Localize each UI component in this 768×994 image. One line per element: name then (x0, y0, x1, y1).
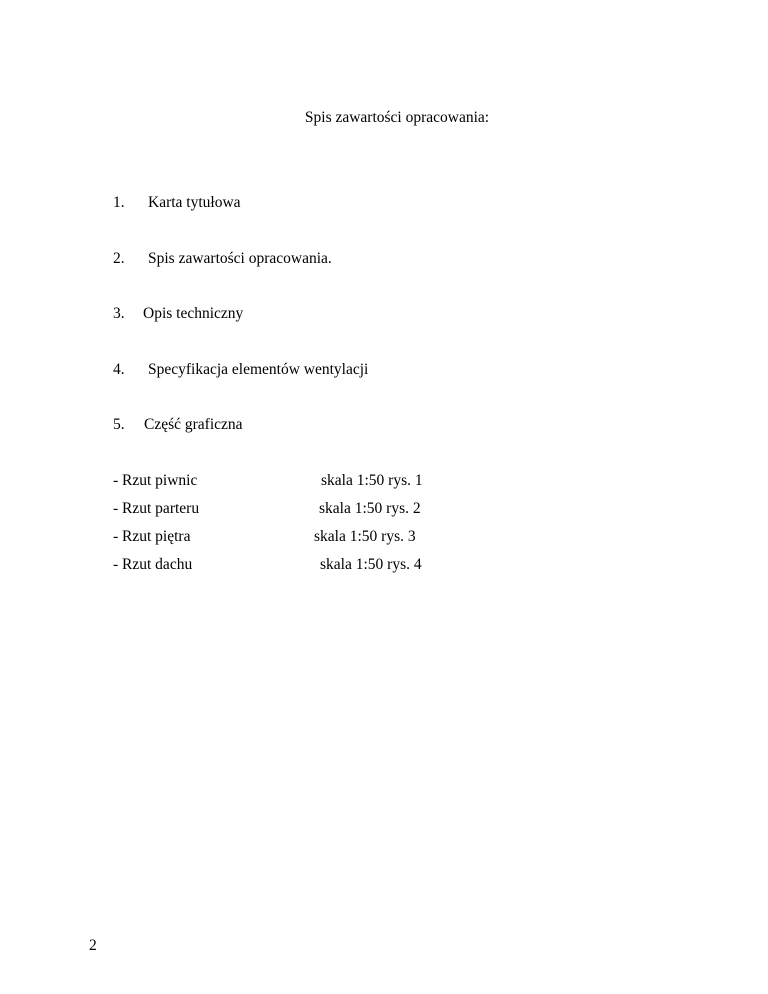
drawing-scale: skala 1:50 rys. 3 (314, 528, 416, 545)
drawing-list-item (113, 472, 423, 490)
toc-item-number: 2. (113, 250, 125, 267)
page-title: Spis zawartości opracowania: (304, 109, 490, 126)
toc-item-number: 1. (113, 194, 125, 211)
toc-item (113, 416, 243, 434)
toc-item-label: Opis techniczny (143, 305, 244, 322)
toc-item-number: 5. (113, 416, 125, 433)
drawing-list-item (113, 556, 422, 574)
toc-item-label: Specyfikacja elementów wentylacji (148, 361, 369, 378)
toc-item (113, 361, 369, 379)
toc-item-label: Spis zawartości opracowania. (148, 250, 332, 267)
page-number: 2 (89, 937, 97, 954)
drawing-list-item (113, 528, 416, 546)
drawing-scale: skala 1:50 rys. 4 (320, 556, 422, 573)
drawing-name: - Rzut dachu (113, 556, 193, 573)
drawing-scale: skala 1:50 rys. 2 (319, 500, 421, 517)
toc-item (113, 250, 332, 268)
toc-item-label: Karta tytułowa (148, 194, 241, 211)
drawing-scale: skala 1:50 rys. 1 (321, 472, 423, 489)
toc-item-label: Część graficzna (144, 416, 243, 433)
drawing-name: - Rzut parteru (113, 500, 200, 517)
drawing-list-item (113, 500, 421, 518)
drawing-name: - Rzut piwnic (113, 472, 198, 489)
toc-item (113, 305, 244, 323)
drawing-name: - Rzut piętra (113, 528, 191, 545)
toc-item-number: 4. (113, 361, 125, 378)
toc-item-number: 3. (113, 305, 125, 322)
toc-item (113, 194, 241, 212)
